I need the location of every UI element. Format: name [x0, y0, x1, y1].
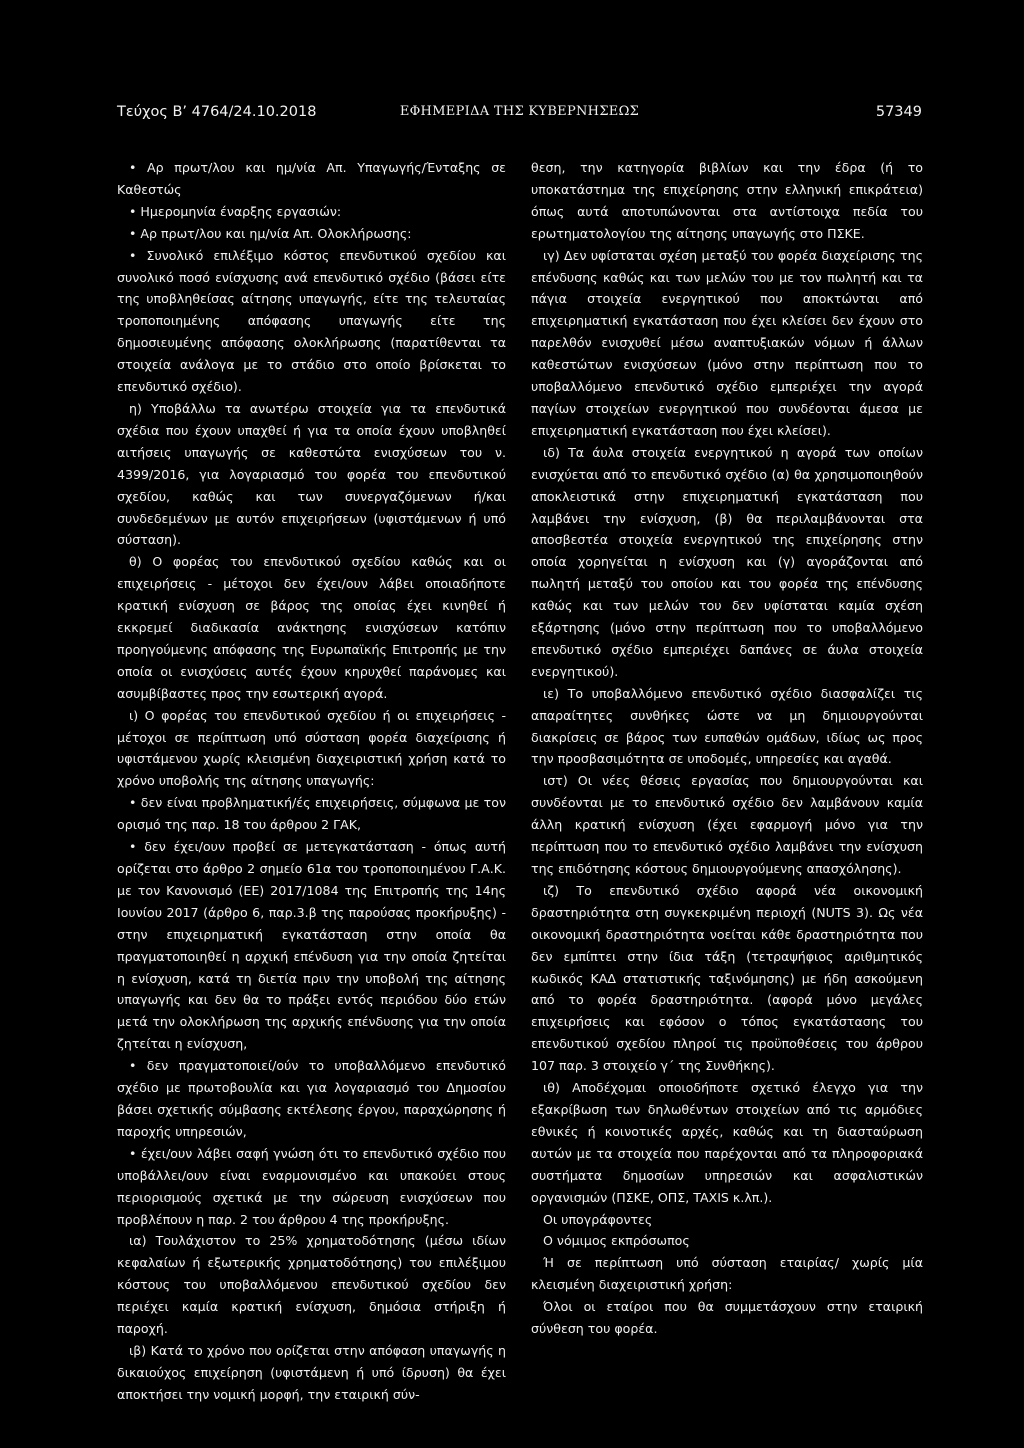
paragraph: ιζ) Το επενδυτικό σχέδιο αφορά νέα οικονομική δραστηριότητα στη συγκεκριμένη περιοχή (NUTS 3). Ως νέα οικονομική δραστηριότητα νοείται κάθε δραστηριότητα που δεν εμπίπτει στην ίδια τάξη (τετραψήφιος αριθμητικός κωδικός ΚΑΔ στατιστικής ταξινόμησης) με ήδη ασκούμενη από το φορέα δραστηριότητα. (αφορά μόνο μεγάλες επιχειρήσεις και εφόσον ο τόπος εγκατάστασης του επενδυτικού σχεδίου πληροί τις προϋποθέσεις του άρθρου 107 παρ. 3 στοιχείο γ΄ της Συνθήκης). [531, 882, 923, 1074]
signatories-label: Οι υπογράφοντες [543, 1211, 653, 1227]
page-number: 57349 [875, 104, 922, 120]
gazette-title: ΕΦΗΜΕΡΙΔΑ ΤΗΣ ΚΥΒΕΡΝΗΣΕΩΣ [399, 104, 640, 119]
paragraph: ιε) Το υποβαλλόμενο επενδυτικό σχέδιο διασφαλίζει τις απαραίτητες συνθήκες ώστε να μη δημιουργούνται διακρίσεις σε βάρος των ευπαθών ομάδων, ιδίως ως προς την προσβασιμότητα σε υποδομές, υπηρεσίες και αγαθά. [531, 685, 923, 767]
page-header [117, 100, 922, 124]
paragraph: ιβ) Κατά το χρόνο που ορίζεται στην απόφαση υπαγωγής η δικαιούχος επιχείρηση (υφιστάμενη ή υπό ίδρυση) θα έχει αποκτήσει την νομική μορφή, την εταιρική σύν- [117, 1342, 506, 1402]
paragraph: ια) Τουλάχιστον το 25% χρηματοδότησης (μέσω ιδίων κεφαλαίων ή εξωτερικής χρηματοδότησης) του επιλέξιμου κόστους του υποβαλλόμενου επενδυτικού σχεδίου δεν περιέχει καμία κρατική ενίσχυση, δημόσια στήριξη ή παροχή. [117, 1233, 506, 1337]
paragraph: θεση, την κατηγορία βιβλίων και την έδρα (ή το υποκατάστημα της επιχείρησης στην ελληνική επικράτεια) όπως αυτά αποτυπώνονται στα αντίστοιχα πεδία του ερωτηματολογίου της αίτησης υπαγωγής στο ΠΣΚΕ. [531, 160, 923, 241]
paragraph: • Αρ πρωτ/λου και ημ/νία Απ. Υπαγωγής/Ένταξης σε Καθεστώς [117, 160, 506, 197]
issue-number: Τεύχος Β’ 4764/24.10.2018 [117, 104, 317, 120]
paragraph: • έχει/ουν λάβει σαφή γνώση ότι το επενδυτικό σχέδιο που υποβάλλει/ουν είναι εναρμονισμένο και υπακούει στους περιορισμούς σχετικά με την σώρευση ενισχύσεων που προβλέπουν η παρ. 2 του άρθρου 4 της προκήρυξης. [117, 1145, 506, 1227]
right-column [531, 157, 923, 1437]
paragraph: Όλοι οι εταίροι που θα συμμετάσχουν στην εταιρική σύνθεση του φορέα. [531, 1299, 923, 1337]
paragraph: • Συνολικό επιλέξιμο κόστος επενδυτικού σχεδίου και συνολικό ποσό ενίσχυσης ανά επενδυτικό σχέδιο (βάσει είτε της υποβληθείσας αίτησης υπαγωγής, είτε της τελευταίας τροποποιημένης απόφασης υπαγωγής είτε της δημοσιευμένης απόφασης ολοκλήρωσης (παρατίθενται τα στοιχεία ανάλογα με το στάδιο στο οποίο βρίσκεται το επενδυτικό σχέδιο). [117, 247, 506, 395]
paragraph: • δεν πραγματοποιεί/ούν το υποβαλλόμενο επενδυτικό σχέδιο με πρωτοβουλία και για λογαριασμό του Δημοσίου βάσει σχετικής σύμβασης εκτέλεσης έργου, παραχώρησης ή παροχής υπηρεσιών, [117, 1058, 506, 1139]
left-column [117, 157, 506, 1437]
paragraph: • Ημερομηνία έναρξης εργασιών: [129, 203, 342, 219]
paragraph: ιθ) Αποδέχομαι οποιοδήποτε σχετικό έλεγχο για την εξακρίβωση των δηλωθέντων στοιχείων από τις αρμόδιες εθνικές ή κοινοτικές αρχές, καθώς και τη διασταύρωση αυτών με τα στοιχεία που παρέχονται από τα πληροφοριακά συστήματα δημοσίων υπηρεσιών και ασφαλιστικών οργανισμών (ΠΣΚΕ, ΟΠΣ, TAXIS κ.λπ.). [531, 1080, 923, 1205]
paragraph: ιστ) Οι νέες θέσεις εργασίας που δημιουργούνται και συνδέονται με το επενδυτικό σχέδιο δεν λαμβάνουν καμία άλλη κρατική ενίσχυση (έχει εφαρμογή μόνο για την περίπτωση που το επενδυτικό σχέδιο λαμβάνει την ενίσχυση της επιδότησης κόστους δημιουργούμενης απασχόλησης). [531, 773, 923, 876]
paragraph: ι) Ο φορέας του επενδυτικού σχεδίου ή οι επιχειρήσεις - μέτοχοι σε περίπτωση υπό σύσταση φορέα διαχείρισης ή υφιστάμενου χωρίς κλεισμένη διαχειριστική χρήση κατά το χρόνο υποβολής της αίτησης υπαγωγής: [117, 707, 506, 789]
paragraph: • δεν έχει/ουν προβεί σε μετεγκατάσταση - όπως αυτή ορίζεται στο άρθρο 2 σημείο 61α του τροποποιημένου Γ.Α.Κ. με τον Κανονισμό (ΕΕ) 2017/1084 της Επιτροπής της 14ης Ιουνίου 2017 (άρθρο 6, παρ.3.β της παρούσας προκήρυξης) - στην επιχειρηματική εγκατάσταση στην οποία θα πραγματοποιηθεί η αρχική επένδυση για την οποία ζητείται η ενίσχυση, κατά τη διετία πριν την υποβολή της αίτησης υπαγωγής και δεν θα το πράξει εντός περιόδου δύο ετών μετά την ολοκλήρωση της αρχικής επένδυσης για την οποία ζητείται η ενίσχυση, [117, 839, 506, 1052]
paragraph: • Αρ πρωτ/λου και ημ/νία Απ. Ολοκλήρωσης: [129, 225, 412, 241]
paragraph: Ή σε περίπτωση υπό σύσταση εταιρίας/ χωρίς μία κλεισμένη διαχειριστική χρήση: [531, 1255, 923, 1293]
paragraph: η) Υποβάλλω τα ανωτέρω στοιχεία για τα επενδυτικά σχέδια που έχουν υπαχθεί ή για τα οποία έχουν υποβληθεί αιτήσεις υπαγωγής σε καθεστώτα ενισχύσεων του ν. 4399/2016, για λογαριασμό του φορέα του επενδυτικού σχεδίου, καθώς και των συνεργαζόμενων ή/και συνδεδεμένων με αυτόν επιχειρήσεων (υφιστάμενων ή υπό σύσταση). [117, 400, 506, 548]
paragraph: ιγ) Δεν υφίσταται σχέση μεταξύ του φορέα διαχείρισης της επένδυσης καθώς και των μελών του με τον πωλητή και τα πάγια στοιχεία ενεργητικού που αποκτώνται από επιχειρηματική εγκατάσταση που έχει κλείσει δεν έχουν στο παρελθόν ενισχυθεί μέσω αναπτυξιακών νόμων ή άλλων καθεστώτων ενισχύσεων (μόνο στην περίπτωση που το υποβαλλόμενο επενδυτικό σχέδιο εμπεριέχει την αγορά παγίων στοιχείων ενεργητικού που συνδέονται άμεσα με επιχειρηματική εγκατάσταση που έχει κλείσει). [531, 247, 923, 438]
paragraph: ιδ) Τα άυλα στοιχεία ενεργητικού η αγορά των οποίων ενισχύεται από το επενδυτικό σχέδιο (α) θα χρησιμοποιηθούν αποκλειστικά στην επιχειρηματική εγκατάσταση που λαμβάνει την ενίσχυση, (β) θα περιλαμβάνονται στα αποσβεστέα στοιχεία ενεργητικού της επιχείρησης στην οποία χορηγείται η ενίσχυση και (γ) αγοράζονται από πωλητή μεταξύ του οποίου και του φορέα της επένδυσης καθώς και των μελών του δεν υφίσταται καμία σχέση εξάρτησης (μόνο στην περίπτωση που το υποβαλλόμενο επενδυτικό σχέδιο εμπεριέχει δαπάνες σε άυλα στοιχεία ενεργητικού). [531, 444, 923, 679]
paragraph: • δεν είναι προβληματική/ές επιχειρήσεις, σύμφωνα με τον ορισμό της παρ. 18 του άρθρου 2 ΓΑΚ, [117, 795, 506, 833]
paragraph: θ) Ο φορέας του επενδυτικού σχεδίου καθώς και οι επιχειρήσεις - μέτοχοι δεν έχει/ουν λάβει οποιαδήποτε κρατική ενίσχυση σε βάρος της οποίας έχει κινηθεί ή εκκρεμεί διαδικασία ανάκτησης ενισχύσεων κατόπιν προηγούμενης απόφασης της Ευρωπαϊκής Επιτροπής με την οποία οι ενισχύσεις αυτές έχουν κηρυχθεί παράνομες και ασυμβίβαστες προς την εσωτερική αγορά. [117, 554, 506, 701]
legal-representative-label: Ο νόμιμος εκπρόσωπος [543, 1233, 690, 1249]
